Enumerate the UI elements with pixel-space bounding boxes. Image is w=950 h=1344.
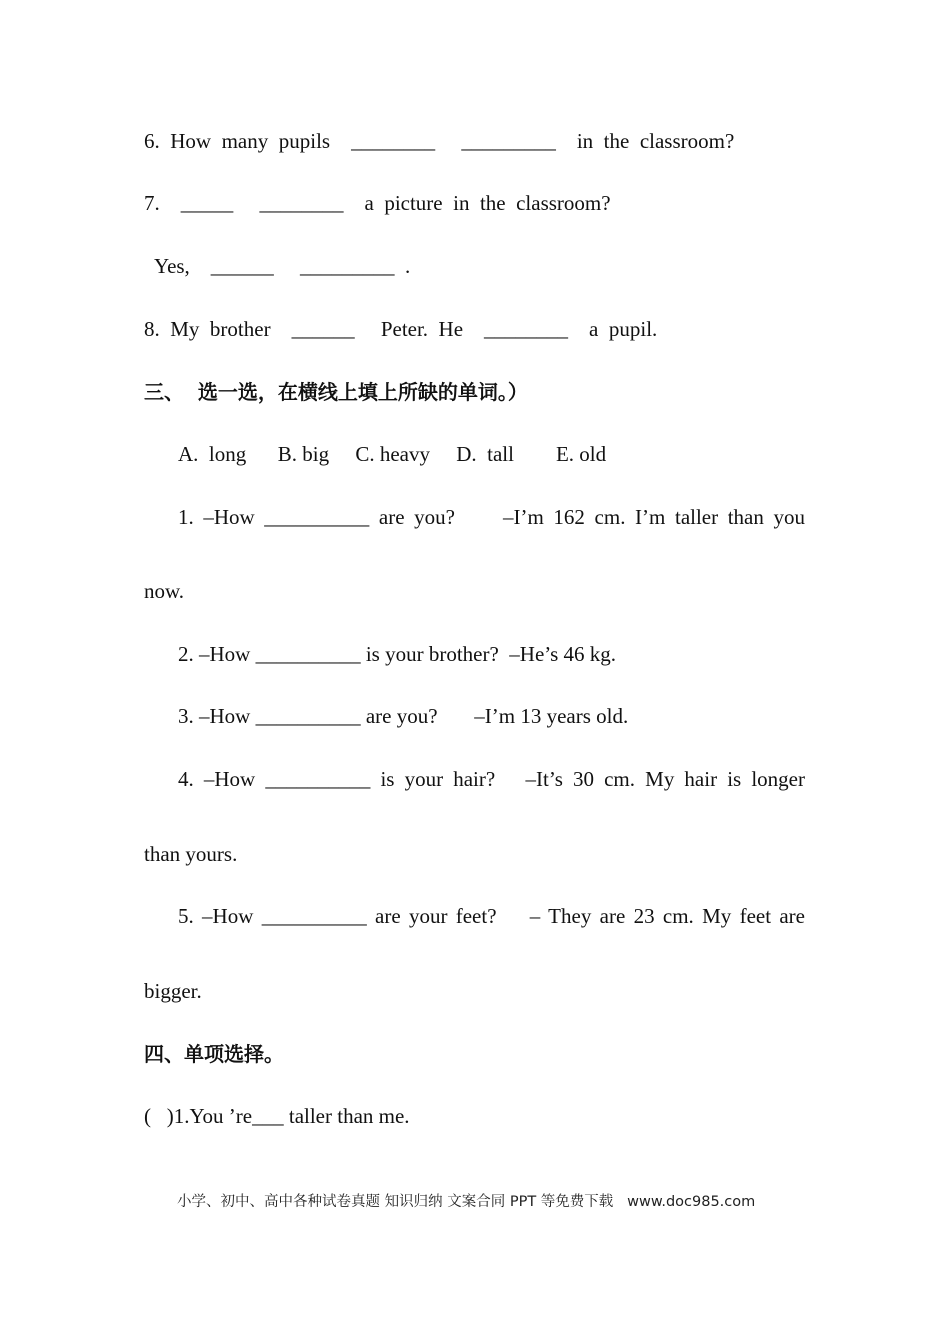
question-7-answer: Yes, ______ _________ . <box>154 254 411 278</box>
fill-question-4: 4. –How __________ is your hair? –It’s 30 cm. My hair is longer <box>178 767 805 791</box>
section-4-heading: 四、单项选择。 <box>144 1042 284 1066</box>
choice-question-1: ( )1.You ’re___ taller than me. <box>144 1104 410 1128</box>
question-7: 7. _____ ________ a picture in the classroom? <box>144 191 611 215</box>
footer-text: 小学、初中、高中各种试卷真题 知识归纳 文案合同 PPT 等免费下载 www.doc985.com <box>177 1194 756 1210</box>
fill-question-3: 3. –How __________ are you? –I’m 13 years old. <box>178 704 629 728</box>
fill-question-4-cont: than yours. <box>144 842 238 866</box>
fill-question-1-cont: now. <box>144 579 185 603</box>
question-8: 8. My brother ______ Peter. He ________ a pupil. <box>144 317 658 341</box>
fill-question-5: 5. –How __________ are your feet? – They are 23 cm. My feet are <box>178 904 805 928</box>
fill-question-1: 1. –How __________ are you? –I’m 162 cm. I’m taller than you <box>178 505 805 529</box>
fill-question-5-cont: bigger. <box>144 979 202 1003</box>
fill-question-2: 2. –How __________ is your brother? –He’s 46 kg. <box>178 642 617 666</box>
question-6: 6. How many pupils ________ _________ in the classroom? <box>144 129 735 153</box>
word-options: A. long B. big C. heavy D. tall E. old <box>178 442 607 466</box>
section-3-heading: 三、 选一选，在横线上填上所缺的单词。） <box>144 380 528 404</box>
